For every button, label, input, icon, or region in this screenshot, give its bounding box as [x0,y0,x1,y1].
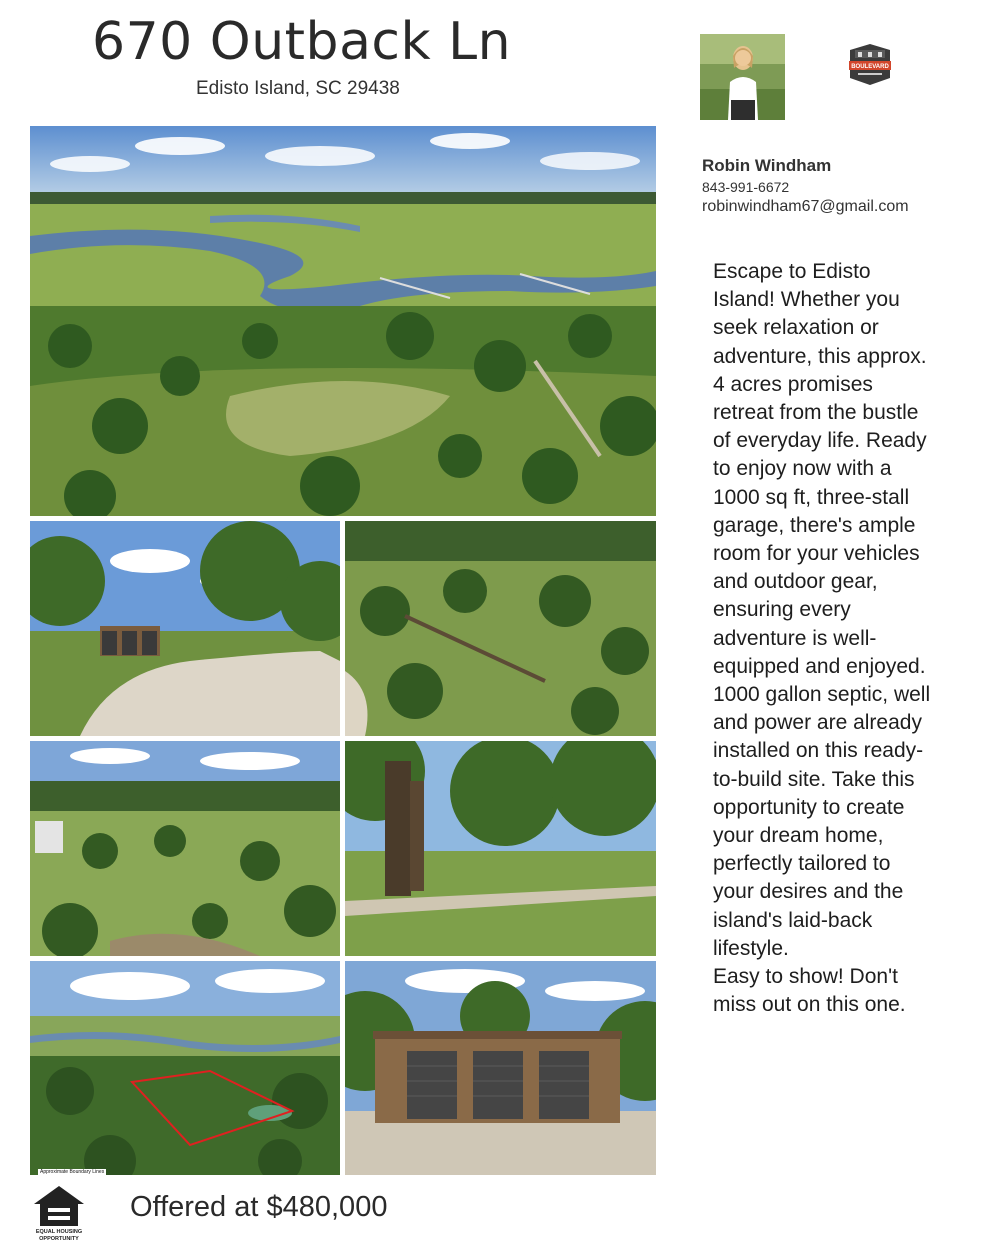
agent-email: robinwindham67@gmail.com [702,198,909,215]
agent-photo [700,34,785,120]
equal-housing-line2: OPPORTUNITY [39,1236,79,1242]
aerial-property-photo [30,741,340,956]
listing-address-title: 670 Outback Ln [92,12,512,72]
svg-text:BOULEVARD: BOULEVARD [851,64,889,70]
listing-city-line: Edisto Island, SC 29438 [196,78,400,99]
agent-phone: 843-991-6672 [702,179,790,195]
oak-trees-photo [345,741,656,956]
garage-building-photo [345,961,656,1175]
aerial-marsh-photo [30,126,656,516]
agent-name: Robin Windham [702,156,832,175]
boulevard-logo [846,42,894,86]
aerial-walkway-photo [345,521,656,736]
listing-description: Escape to Edisto Island! Whether you seek relaxation or adventure, this approx. 4 acres promises retreat from the bustle of everyday life. Ready to enjoy now with a 1000 sq ft, three-stall garage, there's ample room for your vehicles and outdoor gear, ensuring every adventure is well-equipped and enjoyed. 1000 gallon septic, well and power are already installed on this ready-to-build site. Take this opportunity to create your dream home, perfectly tailored to your desires and the island's laid-back lifestyle. Easy to show! Don't miss out on this one. [713,260,931,1017]
boundary-aerial-photo [30,961,340,1175]
listing-price: Offered at $480,000 [130,1191,388,1223]
equal-housing-line1: EQUAL HOUSING [35,1229,83,1235]
garage-driveway-photo [30,521,340,736]
equal-housing-text [28,1229,90,1243]
boundary-note: Approximate Boundary Lines [40,1169,105,1175]
